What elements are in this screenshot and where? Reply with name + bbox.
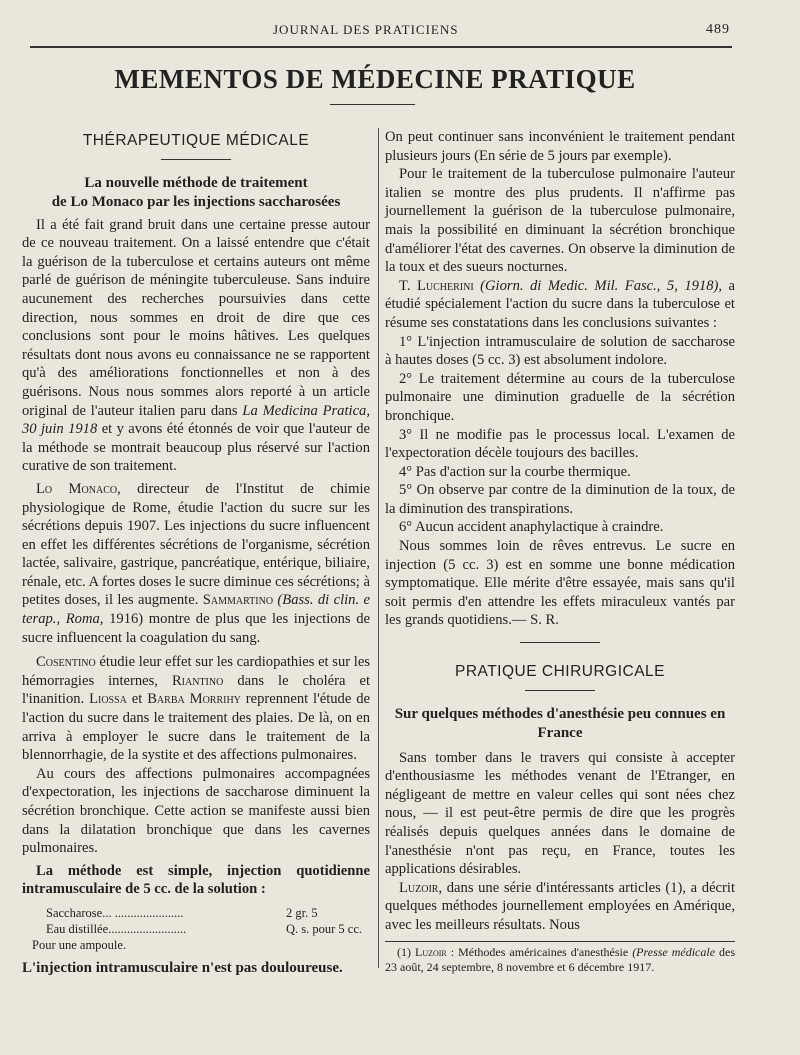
- paragraph-3-part-c: et: [131, 691, 143, 708]
- column-divider: [378, 128, 379, 968]
- conclusion-item: 3° Il ne modifie pas le processus local. L'examen de l'expectoration décèle toujours des bacilles.: [385, 426, 735, 462]
- paragraph-3-part-b: dans le choléra et l'inanition.: [22, 672, 370, 708]
- footnote-end: des 23 août, 24 septembre, 8 novembre et 6 décembre 1917.: [385, 944, 736, 974]
- conclusion-item: 6° Aucun accident anaphylactique à craindre.: [399, 519, 664, 536]
- section-heading-therapeutique: THÉRAPEUTIQUE MÉDICALE: [82, 132, 310, 149]
- paragraph-1: [22, 216, 370, 476]
- prescription-item-qty: 2 gr. 5: [286, 905, 318, 920]
- paragraph-1-end: et y avons été étonnés de voir que l'auteur de la méthode se montrait beaucoup plus réservé sur l'action curative de son traitement.: [22, 421, 371, 475]
- article-title-line-2: de Lo Monaco par les injections saccharosées: [51, 193, 341, 210]
- footnote-marker: (1): [397, 944, 411, 959]
- author-liossa: Liossa: [89, 691, 127, 708]
- paragraph-2-citation: (Bass. di clin. e terap., Roma,: [22, 592, 370, 628]
- article-title: [22, 174, 370, 212]
- article-title-anesthesie: Sur quelques méthodes d'anesthésie peu connues en France: [394, 705, 726, 741]
- section-rule: [525, 690, 595, 691]
- paragraph-3: [22, 653, 370, 765]
- footnote: [385, 945, 735, 975]
- title-rule: [330, 104, 415, 105]
- paragraph-r3-citation: (Giorn. di Medic. Mil. Fasc., 5, 1918),: [480, 277, 723, 294]
- paragraph-1-citation: La Medicina Pratica, 30 juin 1918: [22, 402, 370, 438]
- paragraph-2-end: 1916) montre de plus que les injections de sucre influencent la coagulation du sang.: [22, 611, 370, 646]
- header-rule: [30, 46, 732, 48]
- conclusion-item: 1° L'injection intramusculaire de solution de saccharose à hautes doses (5 cc. 3) est absolument indolore.: [385, 333, 735, 369]
- running-title: JOURNAL DES PRATICIENS: [273, 22, 459, 37]
- prescription-item-name: Saccharose... ......................: [46, 905, 184, 920]
- paragraph-1-text: Il a été fait grand bruit dans une certaine presse autour de ce nouveau traitement. On a laissé entendre que c'était la guérison de la tuberculose et certains auteurs ont même parlé de guérison de méningite tuberculeuse. Sans induire aucunement des recherches poursuivies dans cette direction, nous sommes en droit de dire que ces conclusions sont pour le moins hâtives. Les quelques résultats dont nous avons eu connaissance ne se rapportent qu'à des améliorations fonctionnelles et non à des guérisons. Nous nous sommes alors reporté à un article original de l'auteur italien paru dans: [22, 216, 370, 419]
- paragraph-2-text: , directeur de l'Institut de chimie physiologique de Rome, étudie l'action du sucre sur les sécrétions depuis 1907. Les injections du sucre influencent en effet les différentes sécrétions de l'organisme, sécrétion lactée, salivaire, gastrique, pancréatique, entérique, biliaire, rénale, etc. A fortes doses le sucre diminue ces sécrétions; à petites doses, il les augmente.: [22, 480, 370, 609]
- section-heading-chirurgicale: PRATIQUE CHIRURGICALE: [454, 663, 666, 681]
- paragraph-r3: [385, 277, 735, 333]
- prescription-item-name: Eau distillée.........................: [46, 921, 187, 936]
- prescription-row: [46, 905, 370, 921]
- author-riantino: Riantino: [171, 672, 224, 689]
- author-barba-morrihy: Barba Morrihy: [147, 691, 241, 708]
- paragraph-3-part-a: étudie leur effet sur les cardiopathies et sur les hémorragies internes,: [22, 654, 370, 689]
- paragraph-r5: Sans tomber dans le travers qui consiste à accepter d'enthousiasme les méthodes venant de l'Etranger, en négligeant de mettre en valeur celles qui sont nées chez nous, — il est peut-être permis de dire que les progrès réalisés depuis quelques années dans le domaine de l'anesthésie n'ont pas reçu, en France, toutes les applications désirables.: [385, 749, 735, 878]
- author-lucherini: Lucherini: [416, 277, 474, 294]
- paragraph-r3-text: a étudié spécialement l'action du sucre dans la tuberculose et résume ses constatations dans les conclusions suivantes :: [385, 277, 736, 331]
- author-sammartino: Sammartino: [202, 592, 274, 609]
- prescription-note: Pour une ampoule.: [32, 937, 127, 952]
- conclusion-item: 4° Pas d'action sur la courbe thermique.: [399, 463, 631, 480]
- paragraph-3-part-d: reprennent l'étude de l'action du sucre dans le traitement des plaies. De là, on en arriva à employer le sucre dans le traitement de la blennorrhagie, de la systite et des affections pulmonaires.: [22, 691, 370, 764]
- paragraph-2: [22, 480, 370, 647]
- right-column: [385, 128, 735, 975]
- conclusions-list: [385, 333, 735, 538]
- author-luzoir: Luzoir: [399, 879, 439, 896]
- footnote-rule: [385, 941, 735, 942]
- paragraph-4: Au cours des affections pulmonaires accompagnées d'expectoration, les injections de saccharose diminuent la sécrétion bronchique. Cette action se manifeste aussi bien dans la dilatation bronchique que dans les cavernes pulmonaires.: [22, 765, 370, 857]
- left-column: [22, 128, 370, 978]
- paragraph-r6-text: , dans une série d'intéressants articles (1), a décrit quelques méthodes journellement employées en Amérique, avec les meilleurs résultats. Nous: [385, 879, 735, 933]
- paragraph-r4: Nous sommes loin de rêves entrevus. Le sucre en injection (5 cc. 3) est en somme une bonne médication symptomatique. Elle mérite d'être essayée, mais sans qu'il soit permis d'en attendre les effets miraculeux vantés par les grands quotidiens.— S. R.: [385, 538, 735, 629]
- author-lo-monaco: Lo Monaco: [36, 480, 118, 497]
- closing-line: L'injection intramusculaire n'est pas douloureuse.: [22, 959, 343, 976]
- prescription-item-qty: Q. s. pour 5 cc.: [286, 921, 363, 936]
- page-number: 489: [706, 22, 730, 37]
- paragraph-r6: [385, 879, 735, 935]
- prescription: [22, 905, 370, 937]
- footnote-citation: (Presse médicale: [632, 944, 716, 959]
- conclusion-item: 2° Le traitement détermine au cours de la tuberculose pulmonaire une diminution graduelle de la sécrétion bronchique.: [385, 370, 735, 424]
- paragraph-r1: On peut continuer sans inconvénient le traitement pendant plusieurs jours (En série de 5 jours par exemple).: [385, 129, 735, 164]
- author-initial: T.: [399, 277, 411, 294]
- paragraph-5: La méthode est simple, injection quotidienne intramusculaire de 5 cc. de la solution :: [22, 862, 370, 898]
- page-title: MEMENTOS DE MÉDECINE PRATIQUE: [114, 64, 636, 94]
- paragraph-r2: Pour le traitement de la tuberculose pulmonaire l'auteur italien se montre des plus prudents. Il n'affirme pas journellement la guérison de la tuberculose pulmonaire, mais la possibilité en diminuant la sécrétion bronchique d'améliorer l'état des cavernes. On observe la diminution de la toux et des sueurs nocturnes.: [385, 166, 735, 276]
- article-title-line-1: La nouvelle méthode de traitement: [84, 174, 308, 191]
- conclusion-item: 5° On observe par contre de la diminution de la toux, de la diminution des transpirations.: [385, 482, 735, 517]
- author-cosentino: Cosentino: [36, 654, 96, 671]
- footnote-text: : Méthodes américaines d'anesthésie: [450, 944, 629, 959]
- footnote-author: Luzoir: [415, 944, 447, 959]
- section-rule: [161, 159, 231, 160]
- prescription-row: [46, 921, 370, 937]
- section-rule: [520, 642, 600, 643]
